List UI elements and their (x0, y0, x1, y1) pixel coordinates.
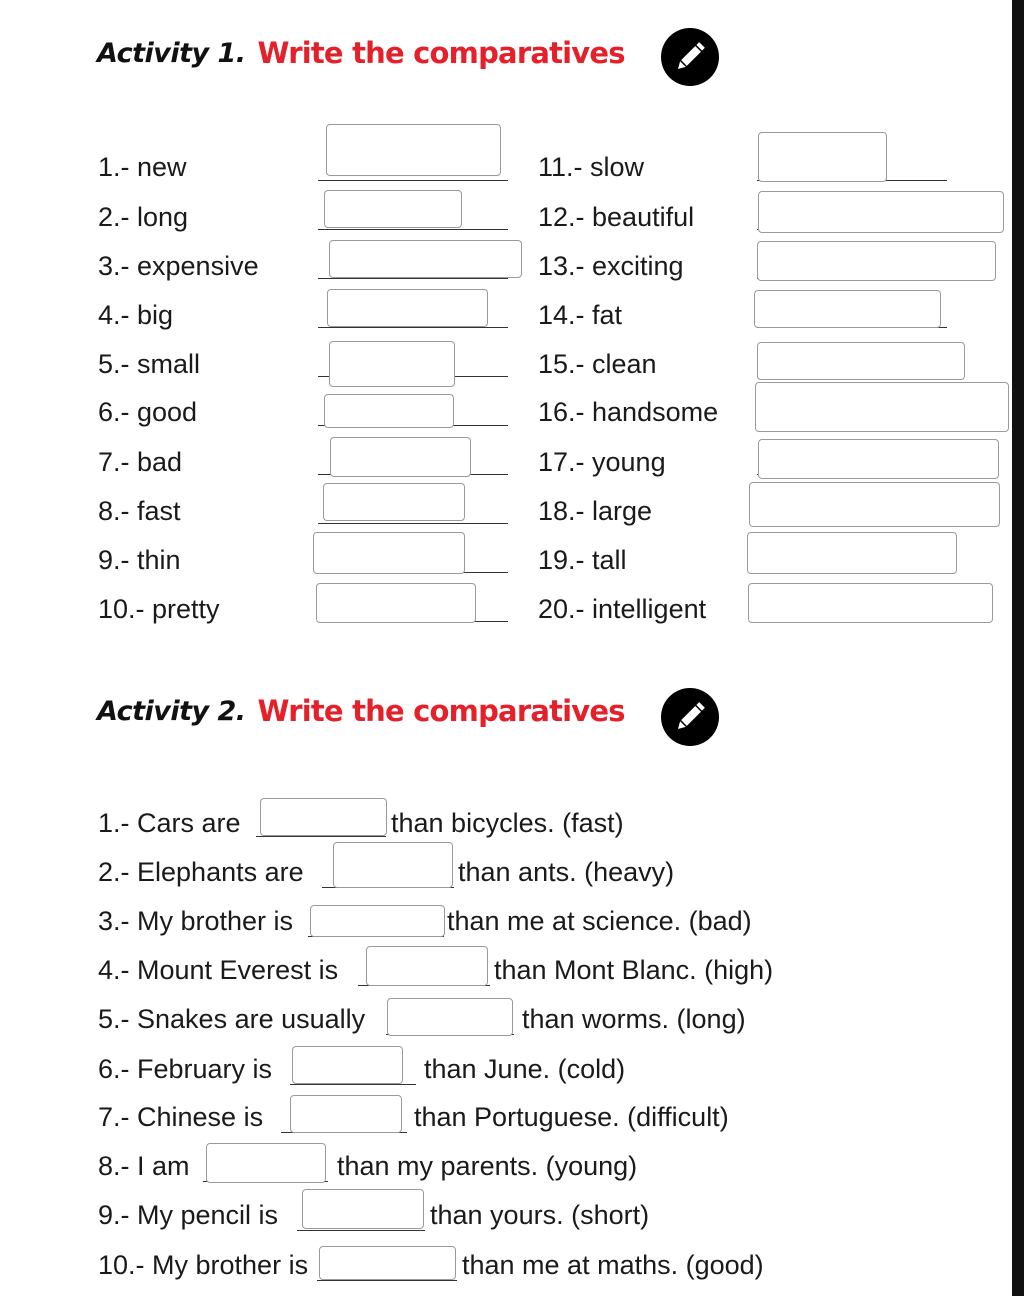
sentence-answer-box-2[interactable] (333, 842, 453, 888)
page-edge (1012, 0, 1024, 1296)
answer-box-14[interactable] (754, 290, 941, 328)
sentence-start: 4.- Mount Everest is (98, 955, 339, 985)
word-item: 5.- small (98, 349, 201, 379)
answer-box-3[interactable] (329, 240, 522, 278)
answer-box-17[interactable] (758, 439, 999, 479)
answer-underline (256, 836, 386, 837)
pencil-icon (661, 688, 719, 746)
activity-1-label: Activity 1. (97, 37, 246, 69)
activity-2-title: Write the comparatives (257, 694, 625, 728)
sentence-answer-box-10[interactable] (319, 1246, 456, 1280)
answer-underline (297, 1230, 425, 1231)
word-item: 12.- beautiful (538, 202, 695, 232)
sentence-start: 9.- My pencil is (98, 1200, 279, 1230)
answer-box-12[interactable] (758, 191, 1004, 233)
answer-box-11[interactable] (758, 132, 887, 182)
word-item: 13.- exciting (538, 251, 684, 281)
sentence-end: than bicycles. (fast) (391, 808, 624, 838)
answer-box-7[interactable] (330, 437, 471, 477)
sentence-start: 1.- Cars are (98, 808, 241, 838)
answer-box-15[interactable] (757, 342, 965, 380)
word-item: 10.- pretty (98, 594, 220, 624)
answer-underline (318, 229, 508, 230)
word-item: 17.- young (538, 447, 666, 477)
sentence-answer-box-1[interactable] (260, 798, 387, 836)
word-item: 4.- big (98, 300, 174, 330)
sentence-end: than Mont Blanc. (high) (494, 955, 774, 985)
sentence-start: 10.- My brother is (98, 1250, 309, 1280)
sentence-start: 5.- Snakes are usually (98, 1004, 366, 1034)
sentence-answer-box-9[interactable] (302, 1189, 424, 1229)
word-item: 11.- slow (538, 152, 645, 182)
sentence-end: than me at maths. (good) (462, 1250, 764, 1280)
answer-underline (290, 1084, 416, 1085)
answer-box-19[interactable] (747, 532, 957, 574)
activity-1-title: Write the comparatives (257, 36, 625, 70)
sentence-answer-box-4[interactable] (366, 946, 488, 986)
sentence-end: than my parents. (young) (337, 1151, 638, 1181)
sentence-start: 6.- February is (98, 1054, 273, 1084)
answer-box-5[interactable] (329, 341, 455, 387)
word-item: 18.- large (538, 496, 653, 526)
sentence-start: 8.- I am (98, 1151, 190, 1181)
word-item: 3.- expensive (98, 251, 259, 281)
sentence-start: 3.- My brother is (98, 906, 294, 936)
answer-underline (318, 523, 508, 524)
answer-box-4[interactable] (327, 289, 488, 327)
sentence-answer-box-5[interactable] (387, 998, 513, 1036)
word-item: 15.- clean (538, 349, 657, 379)
answer-box-20[interactable] (748, 583, 993, 623)
word-item: 19.- tall (538, 545, 627, 575)
activity-2-label: Activity 2. (97, 695, 246, 727)
word-item: 9.- thin (98, 545, 181, 575)
answer-box-9[interactable] (313, 532, 465, 574)
answer-box-16[interactable] (755, 382, 1009, 432)
sentence-end: than me at science. (bad) (447, 906, 752, 936)
word-item: 8.- fast (98, 496, 181, 526)
word-item: 16.- handsome (538, 397, 719, 427)
activity-1-heading (97, 28, 625, 78)
activity-2-heading (97, 686, 625, 736)
sentence-start: 7.- Chinese is (98, 1102, 264, 1132)
sentence-answer-box-6[interactable] (292, 1046, 403, 1084)
answer-box-8[interactable] (323, 483, 465, 521)
pencil-icon (661, 28, 719, 86)
answer-box-10[interactable] (316, 583, 476, 623)
answer-underline (318, 180, 508, 181)
sentence-end: than worms. (long) (522, 1004, 746, 1034)
answer-box-6[interactable] (324, 394, 454, 428)
answer-underline (318, 327, 508, 328)
word-item: 2.- long (98, 202, 189, 232)
answer-box-2[interactable] (324, 190, 462, 228)
sentence-answer-box-7[interactable] (290, 1095, 402, 1133)
answer-underline (318, 278, 508, 279)
answer-underline (317, 1280, 457, 1281)
word-item: 14.- fat (538, 300, 623, 330)
sentence-end: than yours. (short) (430, 1200, 650, 1230)
sentence-end: than June. (cold) (424, 1054, 626, 1084)
sentence-end: than Portuguese. (difficult) (414, 1102, 729, 1132)
word-item: 6.- good (98, 397, 198, 427)
answer-box-13[interactable] (757, 241, 996, 281)
sentence-answer-box-8[interactable] (206, 1143, 326, 1183)
word-item: 7.- bad (98, 447, 183, 477)
word-item: 20.- intelligent (538, 594, 707, 624)
sentence-start: 2.- Elephants are (98, 857, 304, 887)
answer-box-18[interactable] (749, 482, 1000, 527)
sentence-answer-box-3[interactable] (310, 905, 445, 937)
word-item: 1.- new (98, 152, 187, 182)
answer-box-1[interactable] (326, 124, 501, 176)
sentence-end: than ants. (heavy) (458, 857, 675, 887)
